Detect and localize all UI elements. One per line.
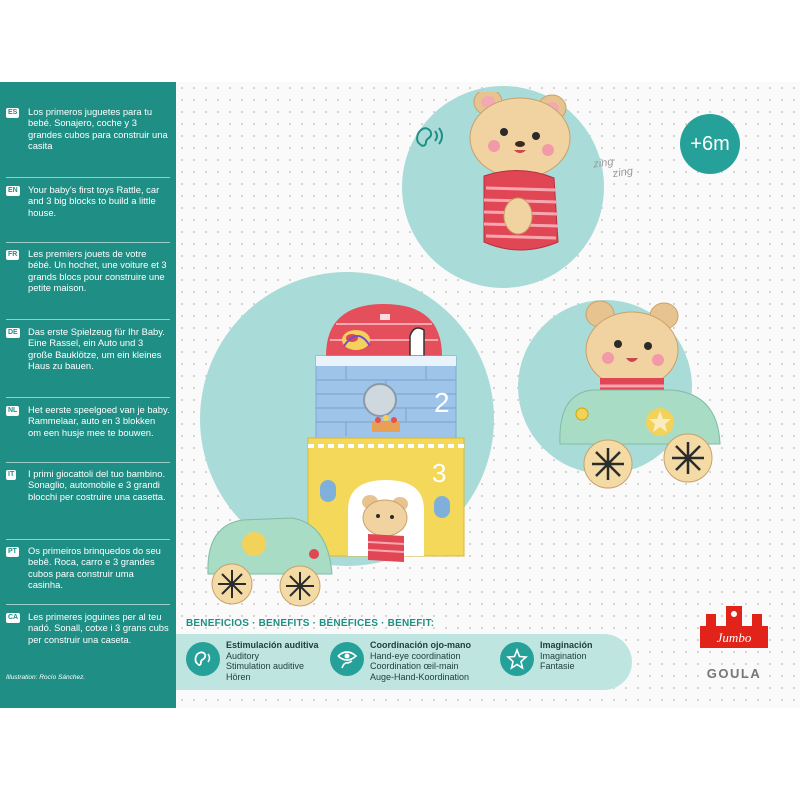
lang-code: FR [8,251,18,258]
lang-text: Les primeres joguines per al teu nadó. Sonall, cotxe i 3 grans cubs per construir una caseta. [28,611,169,645]
lang-text: Les premiers jouets de votre bébé. Un hochet, une voiture et 3 grands blocs pour construire une petite maison. [28,248,167,294]
divider [6,539,170,540]
block-number-3: 3 [432,458,447,488]
lang-text: Das erste Spielzeug für Ihr Baby. Eine Rassel, ein Auto und 3 große Bauklötze, um ein kleines Haus zu bauen. [28,326,165,372]
sound-text [593,153,634,182]
divider [6,397,170,398]
lang-text: I primi giocattoli del tuo bambino. Sonaglio, automobile e 3 grandi blocchi per costruire una casetta. [28,468,166,502]
lang-code: EN [8,187,18,194]
sound-word: zing [592,155,615,171]
illustration-credit: Illustration: Rocío Sánchez. [6,674,86,681]
divider [6,177,170,178]
divider [6,462,170,463]
benefit-line: Hand-eye coordination [370,650,461,661]
benefit-line: Estimulación auditiva [226,640,319,650]
benefit-line: Coordination œil-main [370,661,459,671]
benefits-title: BENEFICIOS · BENEFITS · BÉNÉFICES · BENEFIT: [186,618,435,629]
benefit-line: Stimulation auditive [226,661,305,671]
lang-text: Het eerste speelgoed van je baby. Rammelaar, auto en 3 blokken om een husje mee te bouwen. [28,404,170,438]
sound-word: zing [612,165,634,181]
benefit-line: Fantasie [540,661,575,671]
small-car-illustration [202,508,342,612]
goula-logo: GOULA [706,666,762,681]
benefits-panel [176,634,632,690]
lang-text: Os primeiros brinquedos do seu bebê. Roca, carro e 3 grandes cubos para construir uma casinha. [28,545,161,591]
lang-text: Los primeros juguetes para tu bebé. Sonajero, coche y 3 grandes cubos para construir una casita [28,106,168,152]
block-number-2: 2 [434,387,450,418]
jumbo-logo [696,604,772,654]
bear-car-illustration [552,294,728,494]
benefit-line: Hören [226,671,251,682]
divider [6,319,170,320]
jumbo-wordmark: Jumbo [716,630,752,645]
lang-code: IT [8,471,15,478]
benefit-line: Auge-Hand-Koordination [370,671,470,682]
benefit-line: Auditory [226,650,260,661]
benefit-line: Imaginación [540,640,593,650]
divider [6,242,170,243]
packaging-back [0,82,800,708]
lang-code: DE [8,329,18,336]
divider [6,604,170,605]
lang-text: Your baby's first toys Rattle, car and 3 big blocks to build a little house. [28,184,160,218]
lang-code: CA [8,614,19,621]
benefit-line: Imagination [540,650,587,661]
lang-code: ES [8,109,18,116]
age-badge: +6m [680,114,740,174]
language-panel [0,82,176,708]
eye-hand-icon [330,642,364,676]
lang-code: NL [8,407,18,414]
ear-icon [186,642,220,676]
benefit-line: Coordinación ojo-mano [370,640,471,650]
lang-code: PT [8,548,17,555]
illustration-area [176,82,800,708]
bear-rattle-illustration [462,92,582,262]
ear-icon [412,122,446,152]
star-icon [500,642,534,676]
